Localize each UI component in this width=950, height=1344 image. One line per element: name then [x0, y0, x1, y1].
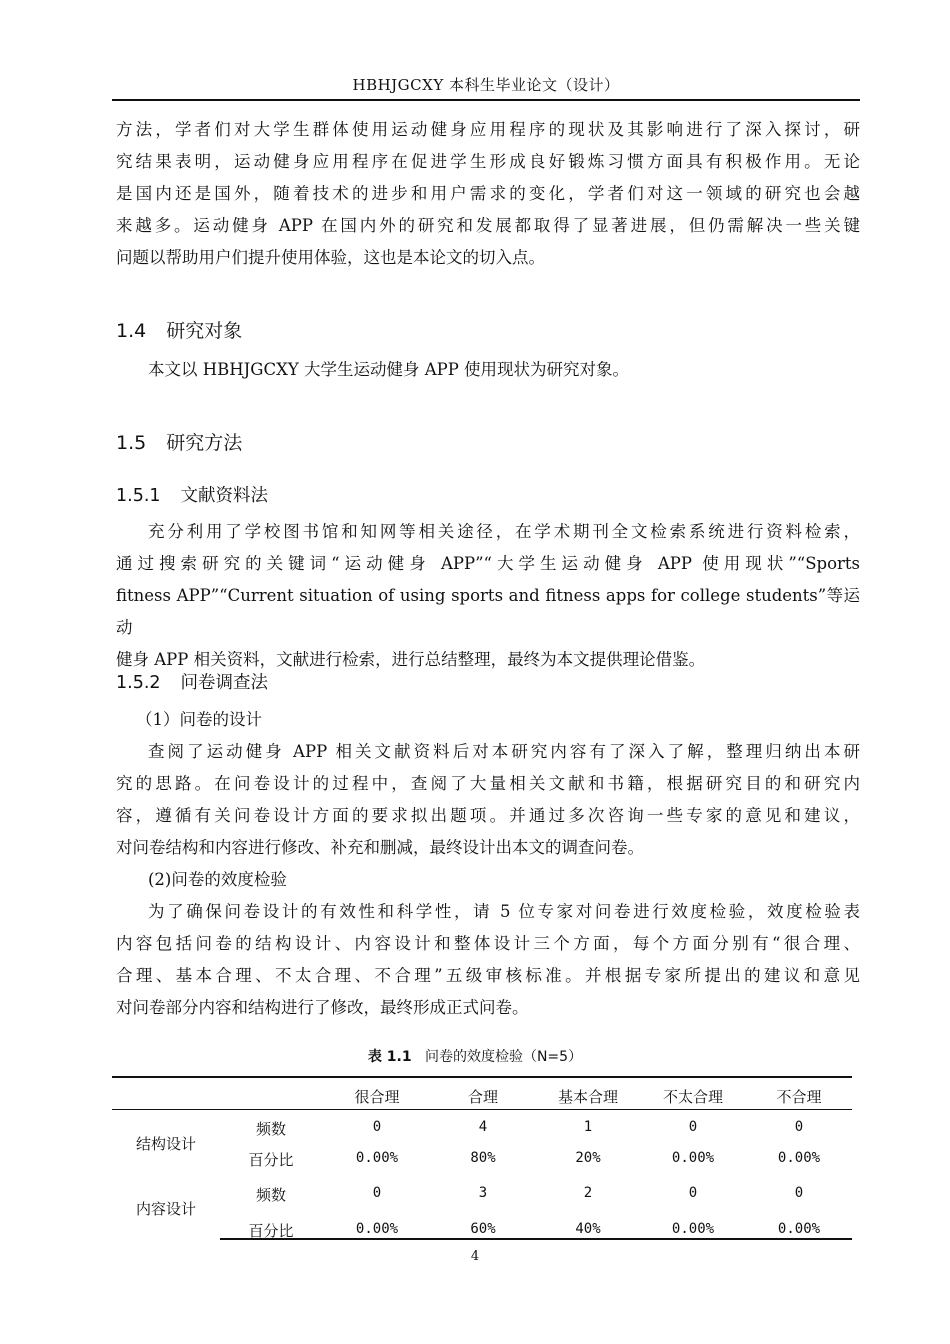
section-number: 1.5.2 — [116, 673, 161, 693]
table-number: 表 1.1 — [367, 1049, 412, 1065]
row-label: 百分比 — [248, 1222, 294, 1240]
table-cell: 0.00% — [671, 1221, 715, 1237]
section-number: 1.5 — [116, 432, 147, 454]
subsection-label-2 — [148, 864, 860, 896]
table-cell: 20% — [575, 1150, 601, 1166]
text-line: 本文以 HBHJGCXY 大学生运动健身 APP 使用现状为研究对象。 — [148, 360, 630, 379]
table-cell: 0 — [372, 1185, 382, 1201]
text-line: 合理、基本合理、不太合理、不合理”五级审核标准。并根据专家所提出的建议和意见 — [116, 966, 860, 985]
subsection-label-1 — [136, 704, 860, 736]
section-title: 文献资料法 — [180, 486, 269, 506]
section-1-4-body — [148, 354, 860, 386]
table-caption — [0, 1046, 950, 1066]
text-line: 来越多。运动健身 APP 在国内外的研究和发展都取得了显著进展，但仍需解决一些关键 — [116, 216, 860, 235]
text-line: 究结果表明，运动健身应用程序在促进学生形成良好锻炼习惯方面具有积极作用。无论 — [116, 152, 860, 171]
table-cell: 0.00% — [777, 1150, 821, 1166]
intro-paragraph — [116, 114, 860, 274]
row-label: 百分比 — [248, 1151, 294, 1169]
table-cell: 80% — [470, 1150, 496, 1166]
text-line: （1）问卷的设计 — [136, 710, 262, 729]
section-1-5-1-body — [116, 516, 860, 676]
row-label: 频数 — [255, 1120, 286, 1138]
text-line: (2)问卷的效度检验 — [148, 870, 287, 889]
header-rule — [112, 99, 860, 101]
column-header: 合理 — [467, 1088, 498, 1106]
text-line: 为了确保问卷设计的有效性和科学性，请 5 位专家对问卷进行效度检验，效度检验表 — [148, 902, 860, 921]
table-cell: 60% — [470, 1221, 496, 1237]
table-header-rule — [112, 1109, 852, 1110]
section-title: 问卷调查法 — [180, 673, 269, 693]
text-line: 通过搜索研究的关键词“运动健身 APP”“大学生运动健身 APP 使用现状”“Sports — [116, 554, 860, 573]
text-line: 对问卷部分内容和结构进行了修改，最终形成正式问卷。 — [116, 998, 529, 1017]
text-line: 是国内还是国外，随着技术的进步和用户需求的变化，学者们对这一领域的研究也会越 — [116, 184, 860, 203]
section-title: 研究对象 — [166, 320, 243, 342]
table-cell: 4 — [478, 1119, 488, 1135]
section-number: 1.4 — [116, 320, 147, 342]
table-cell: 0.00% — [671, 1150, 715, 1166]
table-cell: 1 — [583, 1119, 593, 1135]
text-line: 问题以帮助用户们提升使用体验，这也是本论文的切入点。 — [116, 248, 545, 267]
section-heading-1-5-1 — [116, 482, 268, 507]
text-line: 查阅了运动健身 APP 相关文献资料后对本研究内容有了深入了解，整理归纳出本研 — [148, 742, 860, 761]
column-header: 不合理 — [776, 1088, 822, 1106]
section-heading-1-4 — [116, 316, 242, 343]
text-line: 对问卷结构和内容进行修改、补充和删减，最终设计出本文的调查问卷。 — [116, 838, 644, 857]
column-header: 基本合理 — [557, 1088, 618, 1106]
table-cell: 0 — [688, 1185, 698, 1201]
table-cell: 2 — [583, 1185, 593, 1201]
section-title: 研究方法 — [166, 432, 243, 454]
table-cell: 0 — [372, 1119, 382, 1135]
page-header: HBHJGCXY 本科生毕业论文（设计） — [352, 76, 620, 94]
text-line: 容，遵循有关问卷设计方面的要求拟出题项。并通过多次咨询一些专家的意见和建议， — [116, 806, 860, 825]
row-label: 频数 — [255, 1186, 286, 1204]
table-cell: 3 — [478, 1185, 488, 1201]
table-cell: 0.00% — [355, 1221, 399, 1237]
text-line: fitness APP”“Current situation of using sports and fitness apps for college students”等运动 — [116, 586, 860, 637]
table-top-rule — [112, 1076, 852, 1078]
table-cell: 0 — [794, 1119, 804, 1135]
page-number: 4 — [470, 1249, 480, 1264]
text-line: 充分利用了学校图书馆和知网等相关途径，在学术期刊全文检索系统进行资料检索， — [148, 522, 860, 541]
group-label: 内容设计 — [135, 1200, 196, 1218]
section-heading-1-5-2 — [116, 669, 268, 694]
text-line: 方法，学者们对大学生群体使用运动健身应用程序的现状及其影响进行了深入探讨，研 — [116, 120, 860, 139]
text-line: 健身 APP 相关资料，文献进行检索，进行总结整理，最终为本文提供理论借鉴。 — [116, 650, 706, 669]
text-line: 内容包括问卷的结构设计、内容设计和整体设计三个方面，每个方面分别有“很合理、 — [116, 934, 860, 953]
table-cell: 0.00% — [777, 1221, 821, 1237]
subsection-1-body — [116, 736, 860, 864]
table-cell: 0 — [688, 1119, 698, 1135]
table-cell: 0 — [794, 1185, 804, 1201]
table-cell: 0.00% — [355, 1150, 399, 1166]
column-header: 很合理 — [354, 1088, 400, 1106]
section-number: 1.5.1 — [116, 486, 161, 506]
table-cell: 40% — [575, 1221, 601, 1237]
text-line: 究的思路。在问卷设计的过程中，查阅了大量相关文献和书籍，根据研究目的和研究内 — [116, 774, 860, 793]
group-label: 结构设计 — [135, 1135, 196, 1153]
subsection-2-body — [116, 896, 860, 1024]
section-heading-1-5 — [116, 428, 242, 455]
column-header: 不太合理 — [662, 1088, 723, 1106]
table-title: 问卷的效度检验（N=5） — [424, 1049, 583, 1065]
